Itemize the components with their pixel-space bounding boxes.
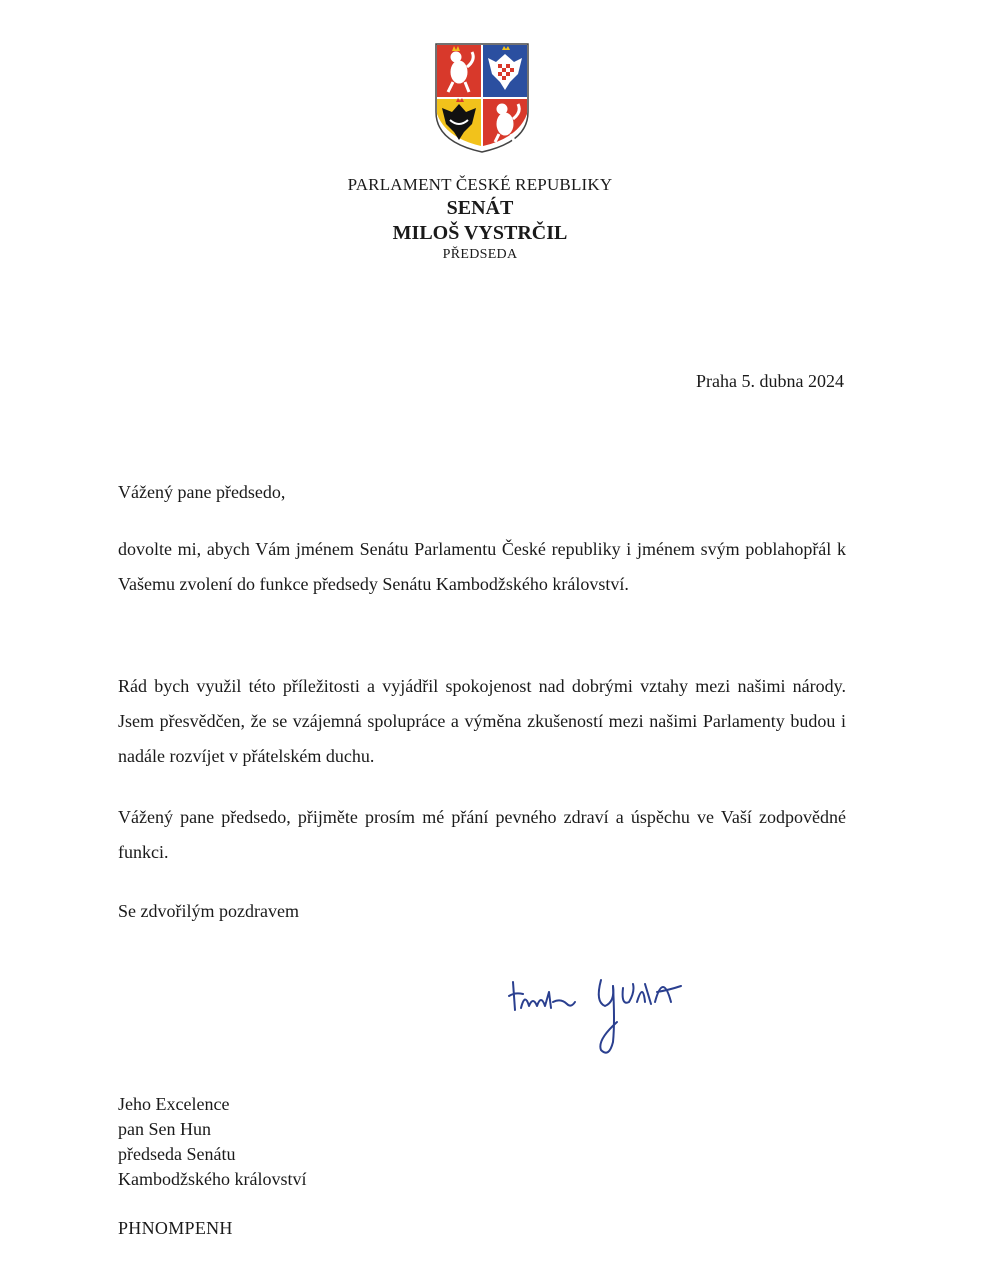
paragraph-1: dovolte mi, abych Vám jménem Senátu Parlamentu České republiky i jménem svým poblahopřál k Vašemu zvolení do funkce předsedy Senátu Kambodžského království. [118, 539, 846, 594]
paragraph-3: Vážený pane předsedo, přijměte prosím mé přání pevného zdraví a úspěchu ve Vaší zodpovědné funkci. [118, 807, 846, 862]
recipient-city: PHNOMPENH [118, 1218, 233, 1238]
paragraph-2: Rád bych využil této příležitosti a vyjádřil spokojenost nad dobrými vztahy mezi našimi národy. Jsem přesvědčen, že se vzájemná spolupráce a výměna zkušeností mezi našimi Parlamenty budou i nadále rozvíjet v přátelském duchu. [118, 676, 846, 766]
salutation: Vážený pane předsedo, [118, 482, 286, 502]
signature [505, 962, 695, 1062]
recipient-line-3: předseda Senátu [118, 1144, 236, 1164]
letterhead-role: PŘEDSEDA [442, 247, 518, 262]
recipient-address [118, 1092, 306, 1192]
letterhead-name: MILOŠ VYSTRČIL [392, 222, 568, 244]
letter-date: Praha 5. dubna 2024 [696, 371, 844, 391]
recipient-line-1: Jeho Excelence [118, 1094, 230, 1114]
coat-of-arms-icon [434, 42, 530, 154]
recipient-line-4: Kambodžského království [118, 1169, 307, 1189]
letterhead-chamber: SENÁT [446, 197, 514, 219]
letterhead-parliament: PARLAMENT ČESKÉ REPUBLIKY [347, 175, 613, 194]
recipient-line-2: pan Sen Hun [118, 1119, 211, 1139]
closing: Se zdvořilým pozdravem [118, 901, 299, 921]
